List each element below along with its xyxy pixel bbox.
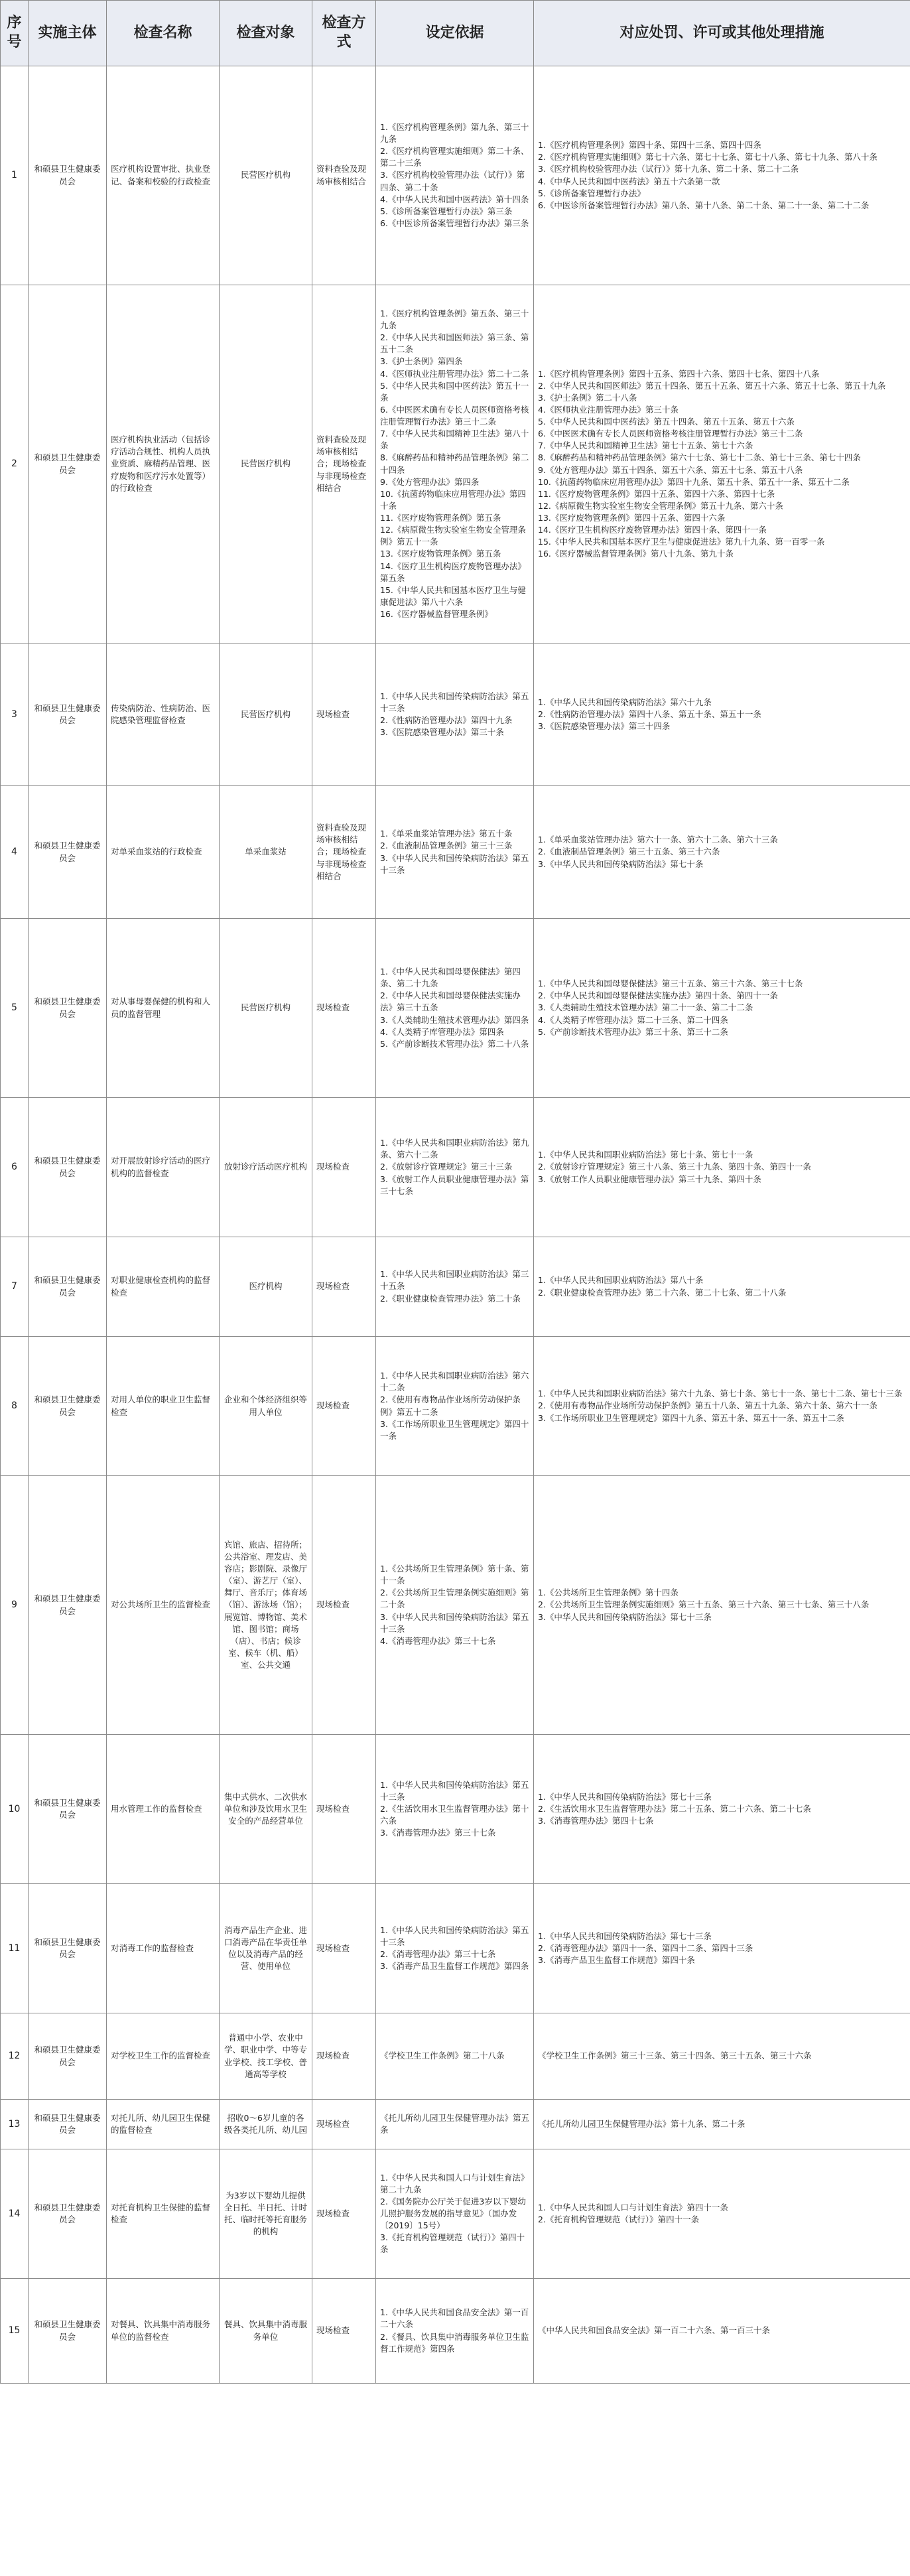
cell-measures (534, 1237, 910, 1337)
cell-method: 现场检查 (312, 644, 376, 786)
measure-line: 12.《病原微生物实验室生物安全管理条例》第五十九条、第六十条 (538, 500, 783, 511)
cell-subject: 和硕县卫生健康委员会 (29, 1098, 107, 1237)
table-header-row (1, 1, 910, 66)
cell-object: 消毒产品生产企业、进口消毒产品在华责任单位以及消毒产品的经营、使用单位 (220, 1884, 312, 2013)
measure-line: 10.《抗菌药物临床应用管理办法》第四十九条、第五十条、第五十一条、第五十二条 (538, 476, 850, 487)
cell-object: 民营医疗机构 (220, 919, 312, 1098)
basis-line: 3.《护士条例》第四条 (380, 356, 463, 367)
measure-line: 5.《产前诊断技术管理办法》第三十条、第三十二条 (538, 1026, 728, 1037)
basis-line: 3.《医院感染管理办法》第三十条 (380, 727, 504, 738)
cell-measures (534, 919, 910, 1098)
cell-object: 餐具、饮具集中消毒服务单位 (220, 2279, 312, 2384)
cell-seq: 8 (1, 1337, 29, 1476)
cell-name: 对职业健康检查机构的监督检查 (107, 1237, 220, 1337)
basis-line: 5.《产前诊断技术管理办法》第二十八条 (380, 1038, 529, 1049)
basis-line: 2.《国务院办公厅关于促进3岁以下婴幼儿照护服务发展的指导意见》（国办发〔2019〕15号） (380, 2196, 526, 2231)
measure-line: 《中华人民共和国食品安全法》第一百二十六条、第一百三十条 (538, 2325, 771, 2336)
cell-method: 现场检查 (312, 1884, 376, 2013)
measure-line: 2.《医疗机构管理实施细则》第七十六条、第七十七条、第七十八条、第七十九条、第八十条 (538, 152, 878, 163)
basis-line: 2.《职业健康检查管理办法》第二十条 (380, 1293, 521, 1304)
measure-line: 1.《中华人民共和国传染病防治法》第六十九条 (538, 697, 712, 707)
measure-line: 3.《消毒产品卫生监督工作规范》第四十条 (538, 1955, 695, 1966)
basis-line: 1.《中华人民共和国传染病防治法》第五十三条 (380, 1925, 529, 1947)
table-row (1, 644, 910, 786)
cell-subject: 和硕县卫生健康委员会 (29, 919, 107, 1098)
measure-line: 2.《公共场所卫生管理条例实施细则》第三十五条、第三十六条、第三十七条、第三十八条 (538, 1599, 870, 1610)
basis-line: 7.《中华人民共和国精神卫生法》第八十条 (380, 429, 529, 451)
measure-line: 3.《工作场所职业卫生管理规定》第四十九条、第五十条、第五十一条、第五十二条 (538, 1412, 844, 1423)
basis-line: 2.《使用有毒物品作业场所劳动保护条例》第五十二条 (380, 1394, 521, 1417)
basis-line: 2.《医疗机构管理实施细则》第二十条、第二十三条 (380, 146, 529, 169)
measure-line: 6.《中医医术确有专长人员医师资格考核注册管理暂行办法》第三十二条 (538, 429, 803, 439)
cell-seq: 7 (1, 1237, 29, 1337)
cell-method: 现场检查 (312, 1735, 376, 1884)
cell-method: 现场检查 (312, 1237, 376, 1337)
cell-seq: 2 (1, 285, 29, 644)
cell-measures (534, 1884, 910, 2013)
basis-line: 3.《消毒产品卫生监督工作规范》第四条 (380, 1961, 529, 1972)
basis-line: 4.《中华人民共和国中医药法》第十四条 (380, 194, 529, 204)
measure-line: 2.《使用有毒物品作业场所劳动保护条例》第五十八条、第五十九条、第六十条、第六十一条 (538, 1400, 878, 1411)
table-row (1, 1735, 910, 1884)
table-row (1, 2279, 910, 2384)
cell-subject: 和硕县卫生健康委员会 (29, 2013, 107, 2100)
measure-line: 4.《中华人民共和国中医药法》第五十六条第一款 (538, 176, 720, 186)
cell-subject: 和硕县卫生健康委员会 (29, 1337, 107, 1476)
basis-line: 2.《放射诊疗管理规定》第三十三条 (380, 1162, 513, 1172)
cell-subject: 和硕县卫生健康委员会 (29, 285, 107, 644)
cell-measures (534, 1337, 910, 1476)
cell-name: 对用人单位的职业卫生监督检查 (107, 1337, 220, 1476)
measure-line: 1.《中华人民共和国人口与计划生育法》第四十一条 (538, 2202, 728, 2212)
cell-object: 集中式供水、二次供水单位和涉及饮用水卫生安全的产品经营单位 (220, 1735, 312, 1884)
header-seq: 序号 (1, 1, 29, 66)
cell-name: 对从事母婴保健的机构和人员的监督管理 (107, 919, 220, 1098)
cell-basis (376, 2149, 534, 2279)
cell-object: 医疗机构 (220, 1237, 312, 1337)
cell-measures (534, 1098, 910, 1237)
cell-basis (376, 1884, 534, 2013)
table-row (1, 2013, 910, 2100)
basis-line: 2.《血液制品管理条例》第三十三条 (380, 841, 513, 851)
measure-line: 1.《公共场所卫生管理条例》第十四条 (538, 1588, 679, 1598)
cell-basis (376, 2279, 534, 2384)
cell-measures (534, 786, 910, 919)
basis-line: 6.《中医医术确有专长人员医师资格考核注册管理暂行办法》第三十二条 (380, 404, 529, 427)
cell-subject: 和硕县卫生健康委员会 (29, 2279, 107, 2384)
table-row (1, 2100, 910, 2149)
cell-subject: 和硕县卫生健康委员会 (29, 786, 107, 919)
cell-method: 现场检查 (312, 1098, 376, 1237)
basis-line: 1.《医疗机构管理条例》第五条、第三十九条 (380, 308, 529, 330)
cell-basis (376, 786, 534, 919)
measure-line: 2.《放射诊疗管理规定》第三十八条、第三十九条、第四十条、第四十一条 (538, 1162, 811, 1172)
measure-line: 7.《中华人民共和国精神卫生法》第七十五条、第七十六条 (538, 441, 753, 451)
basis-line: 3.《医疗机构校验管理办法（试行）》第四条、第二十条 (380, 170, 525, 192)
cell-name: 对公共场所卫生的监督检查 (107, 1476, 220, 1735)
cell-seq: 15 (1, 2279, 29, 2384)
basis-line: 6.《中医诊所备案管理暂行办法》第三条 (380, 218, 529, 228)
cell-name: 对消毒工作的监督检查 (107, 1884, 220, 2013)
measure-line: 1.《单采血浆站管理办法》第六十一条、第六十二条、第六十三条 (538, 835, 778, 845)
cell-method: 现场检查 (312, 2100, 376, 2149)
cell-measures (534, 66, 910, 285)
header-basis: 设定依据 (376, 1, 534, 66)
cell-seq: 11 (1, 1884, 29, 2013)
measure-line: 《托儿所幼儿园卫生保健管理办法》第十九条、第二十条 (538, 2118, 746, 2129)
cell-subject: 和硕县卫生健康委员会 (29, 1735, 107, 1884)
cell-object: 放射诊疗活动医疗机构 (220, 1098, 312, 1237)
cell-method: 资料查验及现场审核相结合 (312, 66, 376, 285)
basis-line: 2.《生活饮用水卫生监督管理办法》第十六条 (380, 1803, 529, 1826)
cell-basis (376, 1735, 534, 1884)
cell-method: 资料查验及现场审核相结合；现场检查与非现场检查相结合 (312, 285, 376, 644)
cell-subject: 和硕县卫生健康委员会 (29, 1884, 107, 2013)
cell-name: 医疗机构设置审批、执业登记、备案和校验的行政检查 (107, 66, 220, 285)
measure-line: 5.《中华人民共和国中医药法》第五十四条、第五十五条、第五十六条 (538, 417, 795, 427)
table-row (1, 66, 910, 285)
basis-line: 15.《中华人民共和国基本医疗卫生与健康促进法》第八十六条 (380, 584, 526, 607)
measure-line: 11.《医疗废物管理条例》第四十五条、第四十六条、第四十七条 (538, 488, 775, 499)
basis-line: 13.《医疗废物管理条例》第五条 (380, 549, 501, 559)
cell-name: 医疗机构执业活动（包括诊疗活动合规性、机构人员执业资质、麻精药品管理、医疗废物和医疗污水处置等）的行政检查 (107, 285, 220, 644)
basis-line: 2.《性病防治管理办法》第四十九条 (380, 715, 513, 725)
measure-line: 4.《医师执业注册管理办法》第三十条 (538, 404, 679, 415)
measure-line: 1.《中华人民共和国母婴保健法》第三十五条、第三十六条、第三十七条 (538, 979, 803, 989)
cell-subject: 和硕县卫生健康委员会 (29, 644, 107, 786)
measure-line: 6.《中医诊所备案管理暂行办法》第八条、第十八条、第二十条、第二十一条、第二十二条 (538, 200, 870, 210)
basis-line: 2.《消毒管理办法》第三十七条 (380, 1949, 496, 1959)
basis-line: 4.《人类精子库管理办法》第四条 (380, 1026, 504, 1037)
cell-basis (376, 1237, 534, 1337)
cell-measures (534, 1476, 910, 1735)
cell-object: 单采血浆站 (220, 786, 312, 919)
table-row (1, 786, 910, 919)
cell-name: 对餐具、饮具集中消毒服务单位的监督检查 (107, 2279, 220, 2384)
measure-line: 1.《中华人民共和国职业病防治法》第六十九条、第七十条、第七十一条、第七十二条、第七十三条 (538, 1389, 903, 1399)
cell-seq: 1 (1, 66, 29, 285)
header-measures: 对应处罚、许可或其他处理措施 (534, 1, 910, 66)
cell-basis (376, 919, 534, 1098)
measure-line: 3.《中华人民共和国传染病防治法》第七十条 (538, 858, 704, 869)
table-row (1, 919, 910, 1098)
basis-line: 3.《中华人民共和国传染病防治法》第五十三条 (380, 1611, 529, 1634)
measure-line: 1.《医疗机构管理条例》第四十条、第四十三条、第四十四条 (538, 140, 761, 151)
cell-seq: 3 (1, 644, 29, 786)
measure-line: 2.《生活饮用水卫生监督管理办法》第二十五条、第二十六条、第二十七条 (538, 1803, 811, 1814)
cell-object: 招收0～6岁儿童的各级各类托儿所、幼儿园 (220, 2100, 312, 2149)
measure-line: 《学校卫生工作条例》第三十三条、第三十四条、第三十五条、第三十六条 (538, 2051, 812, 2061)
measure-line: 16.《医疗器械监督管理条例》第八十九条、第九十条 (538, 549, 734, 559)
cell-object: 为3岁以下婴幼儿提供全日托、半日托、计时托、临时托等托育服务的机构 (220, 2149, 312, 2279)
basis-line: 2.《中华人民共和国母婴保健法实施办法》第三十五条 (380, 990, 521, 1013)
cell-basis (376, 66, 534, 285)
measure-line: 2.《职业健康检查管理办法》第二十六条、第二十七条、第二十八条 (538, 1287, 787, 1298)
basis-line: 《托儿所幼儿园卫生保健管理办法》第五条 (380, 2112, 530, 2135)
cell-seq: 6 (1, 1098, 29, 1237)
measure-line: 3.《消毒管理办法》第四十七条 (538, 1816, 654, 1826)
basis-line: 2.《公共场所卫生管理条例实施细则》第二十条 (380, 1588, 529, 1610)
cell-name: 对单采血浆站的行政检查 (107, 786, 220, 919)
cell-name: 用水管理工作的监督检查 (107, 1735, 220, 1884)
cell-name: 对开展放射诊疗活动的医疗机构的监督检查 (107, 1098, 220, 1237)
cell-seq: 13 (1, 2100, 29, 2149)
basis-line: 1.《单采血浆站管理办法》第五十条 (380, 829, 513, 839)
basis-line: 1.《中华人民共和国职业病防治法》第三十五条 (380, 1269, 529, 1292)
cell-object: 民营医疗机构 (220, 644, 312, 786)
basis-line: 1.《中华人民共和国传染病防治法》第五十三条 (380, 691, 529, 713)
basis-line: 4.《医师执业注册管理办法》第二十二条 (380, 368, 529, 379)
cell-subject: 和硕县卫生健康委员会 (29, 2149, 107, 2279)
measure-line: 1.《中华人民共和国传染病防治法》第七十三条 (538, 1931, 712, 1941)
basis-line: 3.《放射工作人员职业健康管理办法》第三十七条 (380, 1174, 529, 1196)
cell-object: 民营医疗机构 (220, 285, 312, 644)
table-row (1, 1098, 910, 1237)
basis-line: 8.《麻醉药品和精神药品管理条例》第二十四条 (380, 452, 529, 475)
basis-line: 5.《诊所备案管理暂行办法》第三条 (380, 206, 513, 216)
measure-line: 3.《人类辅助生殖技术管理办法》第二十一条、第二十二条 (538, 1002, 753, 1013)
cell-measures (534, 2013, 910, 2100)
measure-line: 3.《护士条例》第二十八条 (538, 392, 637, 403)
basis-line: 14.《医疗卫生机构医疗废物管理办法》第五条 (380, 561, 526, 583)
cell-subject: 和硕县卫生健康委员会 (29, 1237, 107, 1337)
cell-measures (534, 2149, 910, 2279)
table-row (1, 1476, 910, 1735)
cell-basis (376, 285, 534, 644)
cell-object: 宾馆、旅店、招待所；公共浴室、理发店、美容店；影剧院、录像厅（室）、游艺厅（室）、舞厅、音乐厅；体育场（馆）、游泳场（馆）；展览馆、博物馆、美术馆、图书馆；商场（店）、书店；候诊室、候车（机、船）室、公共交通 (220, 1476, 312, 1735)
basis-line: 《学校卫生工作条例》第二十八条 (380, 2051, 505, 2061)
cell-method: 现场检查 (312, 2279, 376, 2384)
cell-object: 民营医疗机构 (220, 66, 312, 285)
header-subject: 实施主体 (29, 1, 107, 66)
cell-method: 现场检查 (312, 919, 376, 1098)
cell-subject: 和硕县卫生健康委员会 (29, 66, 107, 285)
measure-line: 2.《血液制品管理条例》第三十五条、第三十六条 (538, 847, 720, 857)
measure-line: 1.《中华人民共和国传染病防治法》第七十三条 (538, 1791, 712, 1802)
cell-seq: 12 (1, 2013, 29, 2100)
table-body (1, 66, 910, 2384)
basis-line: 9.《处方管理办法》第四条 (380, 476, 480, 487)
table-row (1, 1337, 910, 1476)
cell-measures (534, 644, 910, 786)
measure-line: 2.《中华人民共和国医师法》第五十四条、第五十五条、第五十六条、第五十七条、第五十九条 (538, 380, 886, 391)
cell-method: 资料查验及现场审核相结合；现场检查与非现场检查相结合 (312, 786, 376, 919)
cell-seq: 9 (1, 1476, 29, 1735)
table-row (1, 1237, 910, 1337)
measure-line: 2.《消毒管理办法》第四十一条、第四十二条、第四十三条 (538, 1942, 753, 1953)
cell-measures (534, 2279, 910, 2384)
cell-seq: 5 (1, 919, 29, 1098)
measure-line: 14.《医疗卫生机构医疗废物管理办法》第四十条、第四十一条 (538, 525, 767, 535)
measure-line: 3.《医院感染管理办法》第三十四条 (538, 721, 671, 732)
measure-line: 3.《放射工作人员职业健康管理办法》第三十九条、第四十条 (538, 1174, 761, 1184)
cell-measures (534, 2100, 910, 2149)
cell-seq: 4 (1, 786, 29, 919)
cell-method: 现场检查 (312, 1476, 376, 1735)
basis-line: 16.《医疗器械监督管理条例》 (380, 609, 493, 619)
basis-line: 2.《餐具、饮具集中消毒服务单位卫生监督工作规范》第四条 (380, 2331, 529, 2354)
measure-line: 2.《中华人民共和国母婴保健法实施办法》第四十条、第四十一条 (538, 990, 778, 1001)
cell-basis (376, 2100, 534, 2149)
measure-line: 9.《处方管理办法》第五十四条、第五十六条、第五十七条、第五十八条 (538, 464, 803, 475)
cell-basis (376, 1337, 534, 1476)
cell-basis (376, 644, 534, 786)
cell-name: 对托育机构卫生保健的监督检查 (107, 2149, 220, 2279)
table-row (1, 1884, 910, 2013)
measure-line: 13.《医疗废物管理条例》第四十五条、第四十六条 (538, 513, 726, 523)
cell-seq: 10 (1, 1735, 29, 1884)
basis-line: 3.《工作场所职业卫生管理规定》第四十一条 (380, 1418, 529, 1441)
cell-name: 对托儿所、幼儿园卫生保健的监督检查 (107, 2100, 220, 2149)
header-name: 检查名称 (107, 1, 220, 66)
basis-line: 5.《中华人民共和国中医药法》第五十一条 (380, 380, 529, 403)
basis-line: 2.《中华人民共和国医师法》第三条、第五十二条 (380, 332, 529, 355)
basis-line: 3.《人类辅助生殖技术管理办法》第四条 (380, 1014, 529, 1025)
basis-line: 1.《中华人民共和国人口与计划生育法》第二十九条 (380, 2172, 529, 2195)
basis-line: 1.《中华人民共和国传染病防治法》第五十三条 (380, 1779, 529, 1802)
cell-subject: 和硕县卫生健康委员会 (29, 2100, 107, 2149)
cell-object: 企业和个体经济组织等用人单位 (220, 1337, 312, 1476)
cell-method: 现场检查 (312, 2013, 376, 2100)
basis-line: 10.《抗菌药物临床应用管理办法》第四十条 (380, 488, 526, 511)
measure-line: 3.《中华人民共和国传染病防治法》第七十三条 (538, 1611, 712, 1622)
measure-line: 2.《托育机构管理规范（试行）》第四十一条 (538, 2214, 700, 2224)
cell-measures (534, 1735, 910, 1884)
basis-line: 4.《消毒管理办法》第三十七条 (380, 1635, 496, 1646)
basis-line: 3.《中华人民共和国传染病防治法》第五十三条 (380, 852, 529, 875)
header-method: 检查方式 (312, 1, 376, 66)
basis-line: 1.《中华人民共和国职业病防治法》第六十二条 (380, 1371, 529, 1393)
cell-basis (376, 2013, 534, 2100)
cell-basis (376, 1476, 534, 1735)
basis-line: 1.《中华人民共和国食品安全法》第一百二十六条 (380, 2307, 529, 2330)
basis-line: 12.《病原微生物实验室生物安全管理条例》第五十一条 (380, 525, 526, 547)
measure-line: 1.《中华人民共和国职业病防治法》第七十条、第七十一条 (538, 1150, 753, 1160)
basis-line: 1.《医疗机构管理条例》第九条、第三十九条 (380, 121, 529, 145)
cell-method: 现场检查 (312, 2149, 376, 2279)
basis-line: 3.《托育机构管理规范（试行）》第四十条 (380, 2232, 525, 2255)
measure-line: 4.《人类精子库管理办法》第二十三条、第二十四条 (538, 1014, 728, 1025)
measure-line: 8.《麻醉药品和精神药品管理条例》第六十七条、第七十二条、第七十三条、第七十四条 (538, 452, 861, 463)
measure-line: 3.《医疗机构校验管理办法（试行）》第十九条、第二十条、第二十二条 (538, 164, 799, 174)
cell-basis (376, 1098, 534, 1237)
measure-line: 15.《中华人民共和国基本医疗卫生与健康促进法》第九十九条、第一百零一条 (538, 537, 825, 547)
measure-line: 1.《中华人民共和国职业病防治法》第八十条 (538, 1275, 704, 1286)
cell-measures (534, 285, 910, 644)
basis-line: 1.《公共场所卫生管理条例》第十条、第十一条 (380, 1564, 529, 1586)
measure-line: 1.《医疗机构管理条例》第四十五条、第四十六条、第四十七条、第四十八条 (538, 368, 820, 379)
cell-object: 普通中小学、农业中学、职业中学、中等专业学校、技工学校、普通高等学校 (220, 2013, 312, 2100)
header-object: 检查对象 (220, 1, 312, 66)
basis-line: 1.《中华人民共和国母婴保健法》第四条、第二十九条 (380, 967, 521, 989)
measure-line: 5.《诊所备案管理暂行办法》 (538, 188, 645, 198)
basis-line: 1.《中华人民共和国职业病防治法》第九条、第六十二条 (380, 1138, 529, 1160)
basis-line: 3.《消毒管理办法》第三十七条 (380, 1828, 496, 1838)
cell-method: 现场检查 (312, 1337, 376, 1476)
cell-name: 对学校卫生工作的监督检查 (107, 2013, 220, 2100)
cell-name: 传染病防治、性病防治、医院感染管理监督检查 (107, 644, 220, 786)
table-row (1, 285, 910, 644)
measure-line: 2.《性病防治管理办法》第四十八条、第五十条、第五十一条 (538, 709, 761, 719)
cell-seq: 14 (1, 2149, 29, 2279)
cell-subject: 和硕县卫生健康委员会 (29, 1476, 107, 1735)
table-row (1, 2149, 910, 2279)
basis-line: 11.《医疗废物管理条例》第五条 (380, 513, 501, 523)
